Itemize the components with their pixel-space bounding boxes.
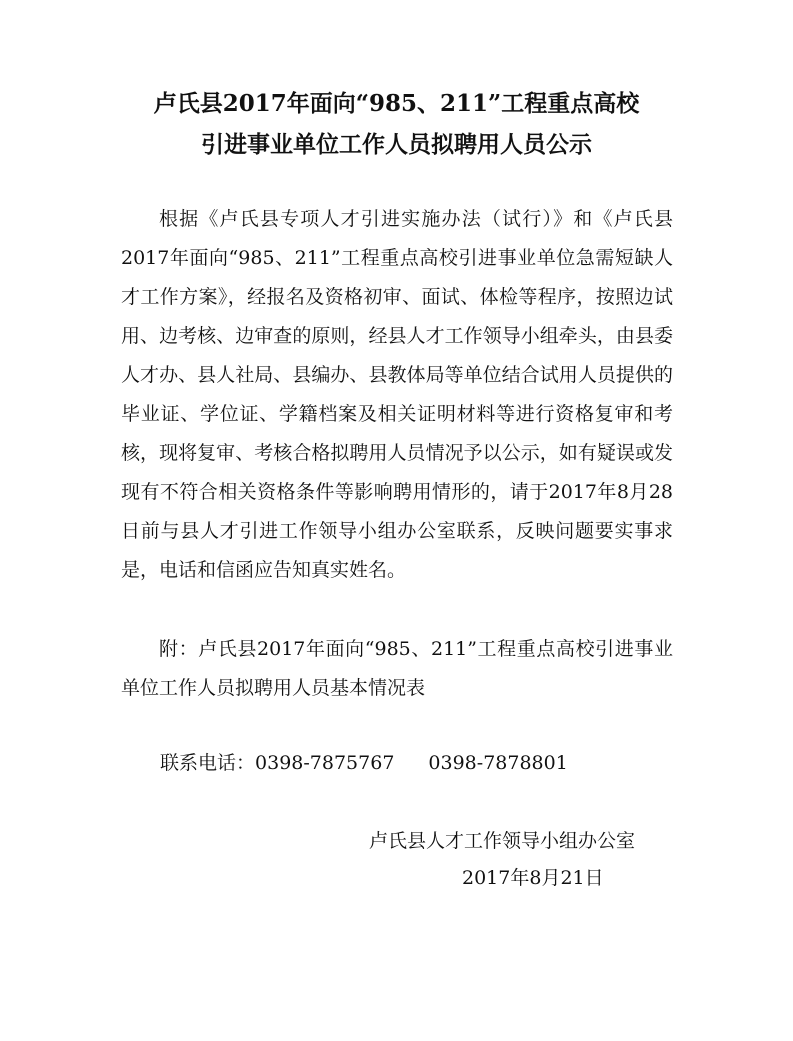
contact-label: 联系电话： xyxy=(160,752,256,774)
document-title-line-1: 卢氏县2017年面向“985、211”工程重点高校 xyxy=(153,90,640,117)
main-paragraph: 根据《卢氏县专项人才引进实施办法（试行）》和《卢氏县2017年面向“985、211”工程重点高校引进事业单位急需短缺人才工作方案》，经报名及资格初审、面试、体检等程序，按照边试用、边考核、边审查的原则，经县人才工作领导小组牵头，由县委人才办、县人社局、县编办、县教体局等单位结合试用人员提供的毕业证、学位证、学籍档案及相关证明材料等进行资格复审和考核，现将复审、考核合格拟聘用人员情况予以公示，如有疑误或发现有不符合相关资格条件等影响聘用情形的，请于2017年8月28日前与县人才引进工作领导小组办公室联系，反映问题要实事求是，电话和信函应告知真实姓名。 xyxy=(121,208,673,581)
issuing-office: 卢氏县人才工作领导小组办公室 xyxy=(369,830,636,852)
document-title-line-2: 引进事业单位工作人员拟聘用人员公示 xyxy=(201,131,592,158)
contact-line xyxy=(160,748,568,778)
contact-phone-1: 0398-7875767 xyxy=(255,752,395,774)
contact-phone-2: 0398-7878801 xyxy=(428,752,568,774)
attachment-note: 附：卢氏县2017年面向“985、211”工程重点高校引进事业单位工作人员拟聘用人员基本情况表 xyxy=(121,638,673,699)
issue-date: 2017年8月21日 xyxy=(462,867,604,889)
